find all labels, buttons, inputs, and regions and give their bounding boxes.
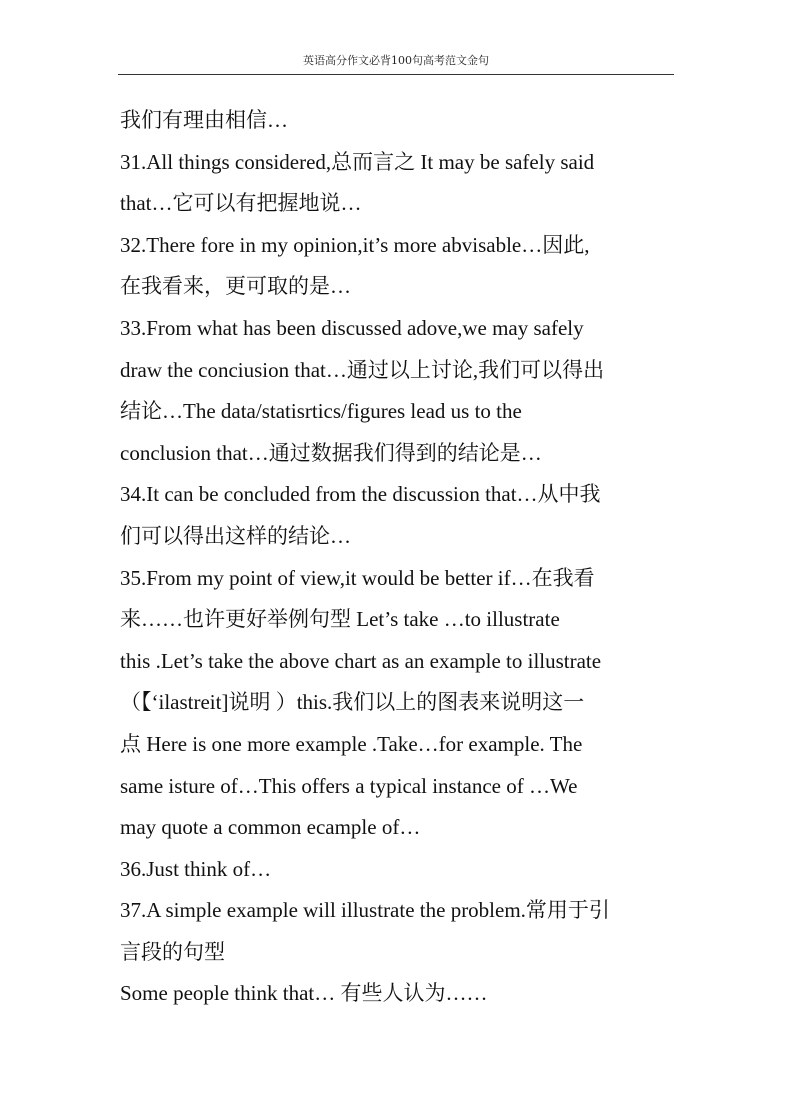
text-line: may quote a common ecample of… [120,815,421,840]
page-header [118,52,674,75]
header-title: 英语高分作文必背100句高考范文金句 [303,54,489,67]
text-line: 37.A simple example will illustrate the problem.常用于引 [120,898,610,923]
text-line: 点 Here is one more example .Take…for example. The [120,731,583,756]
text-line: draw the conciusion that…通过以上讨论,我们可以得出 [120,357,605,382]
text-line: 33.From what has been discussed adove,we may safely [120,315,584,340]
text-line: 言段的句型 [120,939,225,964]
text-line: 结论…The data/statisrtics/figures lead us to the [120,399,522,424]
document-body [120,100,676,1015]
text-line: Some people think that… 有些人认为…… [120,981,488,1006]
text-line: same isture of…This offers a typical instance of …We [120,773,578,798]
text-line: 32.There fore in my opinion,it’s more abvisable…因此, [120,232,590,257]
text-line: 来……也许更好举例句型 Let’s take …to illustrate [120,607,560,632]
text-line: 31.All things considered,总而言之 It may be safely said [120,149,595,174]
text-line: 在我看来，更可取的是… [120,274,351,299]
text-line: conclusion that…通过数据我们得到的结论是… [120,440,542,465]
text-line: （【‘ilastreit]说明 ）this.我们以上的图表来说明这一 [120,690,585,715]
text-line: this .Let’s take the above chart as an example to illustrate [120,648,602,673]
text-line: 34.It can be concluded from the discussion that…从中我 [120,482,601,507]
text-line: 36.Just think of… [120,856,272,881]
text-line: 我们有理由相信… [120,108,288,132]
text-line: that…它可以有把握地说… [120,191,362,216]
text-line: 35.From my point of view,it would be better if…在我看 [120,565,595,590]
text-line: 们可以得出这样的结论… [120,523,351,548]
